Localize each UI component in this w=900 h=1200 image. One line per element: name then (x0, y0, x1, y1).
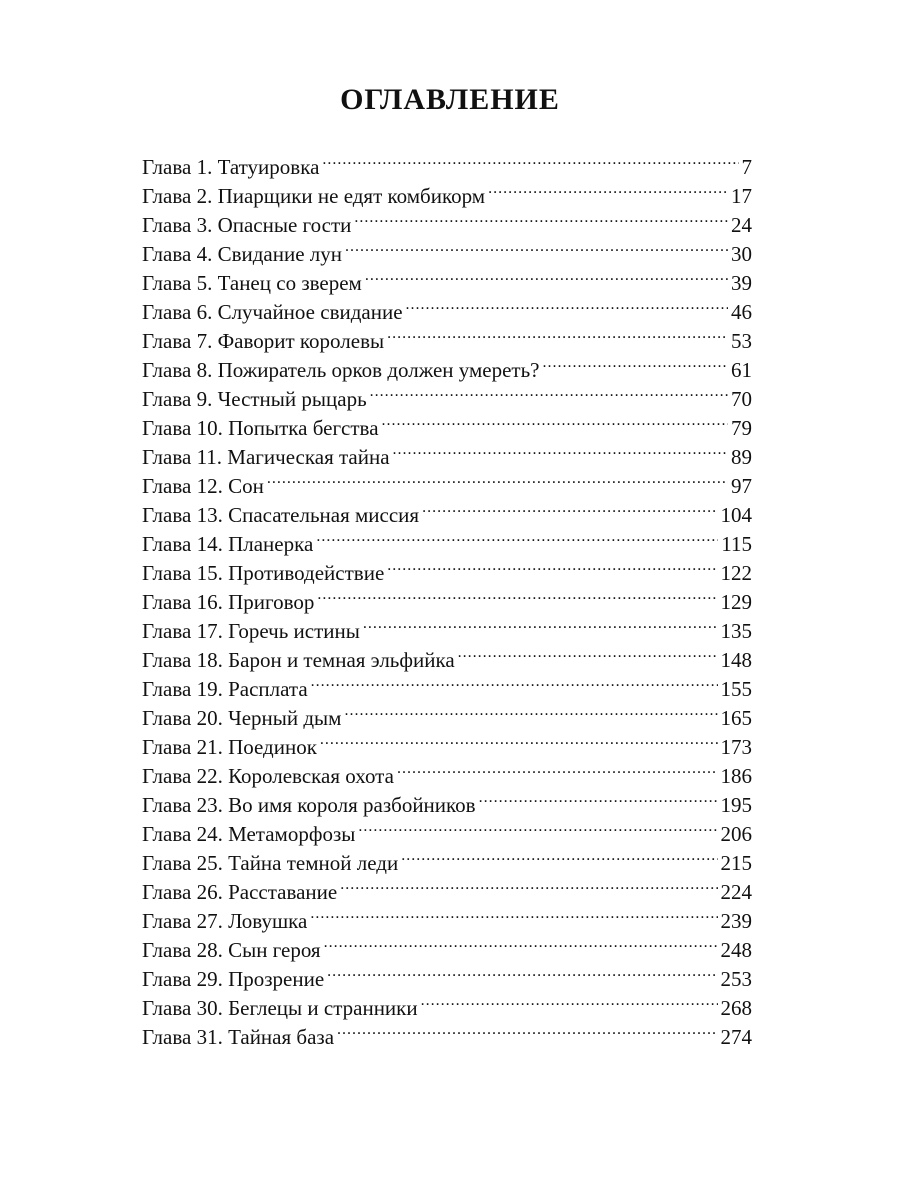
toc-entry-label: Глава 12. Сон (142, 474, 264, 498)
toc-entry-page-number: 155 (720, 677, 752, 701)
toc-entry-page-number: 104 (720, 503, 752, 527)
dot-leader (310, 899, 717, 928)
table-of-contents (142, 145, 752, 1049)
toc-entry (142, 145, 752, 179)
toc-entry-label: Глава 19. Расплата (142, 677, 308, 701)
dot-leader (267, 464, 728, 493)
dot-leader (322, 145, 738, 174)
toc-entry-label: Глава 9. Честный рыцарь (142, 387, 367, 411)
toc-entry-label: Глава 28. Сын героя (142, 938, 321, 962)
toc-entry-page-number: 165 (720, 706, 752, 730)
toc-entry-page-number: 30 (731, 242, 752, 266)
toc-entry-page-number: 148 (720, 648, 752, 672)
toc-entry-label: Глава 17. Горечь истины (142, 619, 360, 643)
dot-leader (397, 754, 718, 783)
toc-entry-label: Глава 22. Королевская охота (142, 764, 394, 788)
toc-entry-label: Глава 31. Тайная база (142, 1025, 335, 1049)
dot-leader (316, 522, 718, 551)
dot-leader (393, 435, 728, 464)
dot-leader (344, 696, 717, 725)
dot-leader (365, 261, 728, 290)
dot-leader (458, 638, 718, 667)
dot-leader (370, 377, 728, 406)
dot-leader (345, 232, 728, 261)
toc-entry-page-number: 79 (731, 416, 752, 440)
toc-entry-label: Глава 23. Во имя короля разбойников (142, 793, 476, 817)
toc-entry-page-number: 53 (731, 329, 752, 353)
toc-entry-label: Глава 5. Танец со зверем (142, 271, 362, 295)
toc-entry-label: Глава 14. Планерка (142, 532, 314, 556)
toc-entry-page-number: 97 (731, 474, 752, 498)
toc-entry-label: Глава 16. Приговор (142, 590, 315, 614)
dot-leader (358, 812, 717, 841)
dot-leader (543, 348, 728, 377)
dot-leader (422, 493, 717, 522)
toc-entry-page-number: 122 (720, 561, 752, 585)
toc-entry-label: Глава 13. Спасательная миссия (142, 503, 420, 527)
toc-entry-page-number: 24 (731, 213, 752, 237)
dot-leader (354, 203, 728, 232)
toc-entry-label: Глава 7. Фаворит королевы (142, 329, 385, 353)
dot-leader (363, 609, 718, 638)
dot-leader (382, 406, 728, 435)
dot-leader (337, 1015, 717, 1044)
toc-entry-page-number: 224 (720, 880, 752, 904)
toc-entry-page-number: 89 (731, 445, 752, 469)
dot-leader (401, 841, 717, 870)
toc-entry-label: Глава 6. Случайное свидание (142, 300, 403, 324)
dot-leader (317, 580, 717, 609)
toc-entry-label: Глава 8. Пожиратель орков должен умереть? (142, 358, 540, 382)
page-title: ОГЛАВЛЕНИЕ (340, 83, 560, 116)
dot-leader (340, 870, 717, 899)
toc-entry-page-number: 239 (720, 909, 752, 933)
toc-entry-label: Глава 10. Попытка бегства (142, 416, 379, 440)
dot-leader (406, 290, 728, 319)
toc-entry-label: Глава 3. Опасные гости (142, 213, 352, 237)
toc-entry-label: Глава 18. Барон и темная эльфийка (142, 648, 455, 672)
dot-leader (479, 783, 718, 812)
dot-leader (488, 174, 728, 203)
toc-entry-page-number: 274 (720, 1025, 752, 1049)
toc-entry-page-number: 248 (720, 938, 752, 962)
toc-entry-page-number: 206 (720, 822, 752, 846)
toc-entry-page-number: 61 (731, 358, 752, 382)
toc-entry-label: Глава 27. Ловушка (142, 909, 308, 933)
toc-entry-label: Глава 24. Метаморфозы (142, 822, 356, 846)
toc-entry-page-number: 215 (720, 851, 752, 875)
toc-entry-label: Глава 1. Татуировка (142, 155, 320, 179)
toc-entry-label: Глава 11. Магическая тайна (142, 445, 390, 469)
toc-entry-page-number: 70 (731, 387, 752, 411)
toc-entry-label: Глава 29. Прозрение (142, 967, 325, 991)
dot-leader (311, 667, 718, 696)
dot-leader (387, 551, 717, 580)
dot-leader (327, 957, 717, 986)
toc-entry-page-number: 253 (720, 967, 752, 991)
dot-leader (387, 319, 728, 348)
dot-leader (320, 725, 718, 754)
toc-entry-page-number: 173 (720, 735, 752, 759)
dot-leader (421, 986, 718, 1015)
toc-entry-label: Глава 4. Свидание лун (142, 242, 343, 266)
toc-entry-label: Глава 15. Противодействие (142, 561, 385, 585)
toc-entry-page-number: 115 (721, 532, 752, 556)
toc-entry-label: Глава 2. Пиарщики не едят комбикорм (142, 184, 486, 208)
toc-entry-label: Глава 20. Черный дым (142, 706, 342, 730)
toc-entry-page-number: 39 (731, 271, 752, 295)
toc-entry-label: Глава 21. Поединок (142, 735, 317, 759)
toc-entry-label: Глава 25. Тайна темной леди (142, 851, 399, 875)
toc-entry-label: Глава 30. Беглецы и странники (142, 996, 418, 1020)
toc-entry-label: Глава 26. Расставание (142, 880, 338, 904)
toc-entry-page-number: 186 (720, 764, 752, 788)
toc-entry-page-number: 17 (731, 184, 752, 208)
toc-entry-page-number: 46 (731, 300, 752, 324)
toc-entry-page-number: 7 (741, 155, 752, 179)
toc-entry-page-number: 195 (720, 793, 752, 817)
toc-entry-page-number: 129 (720, 590, 752, 614)
toc-entry-page-number: 268 (720, 996, 752, 1020)
toc-entry-page-number: 135 (720, 619, 752, 643)
dot-leader (324, 928, 718, 957)
